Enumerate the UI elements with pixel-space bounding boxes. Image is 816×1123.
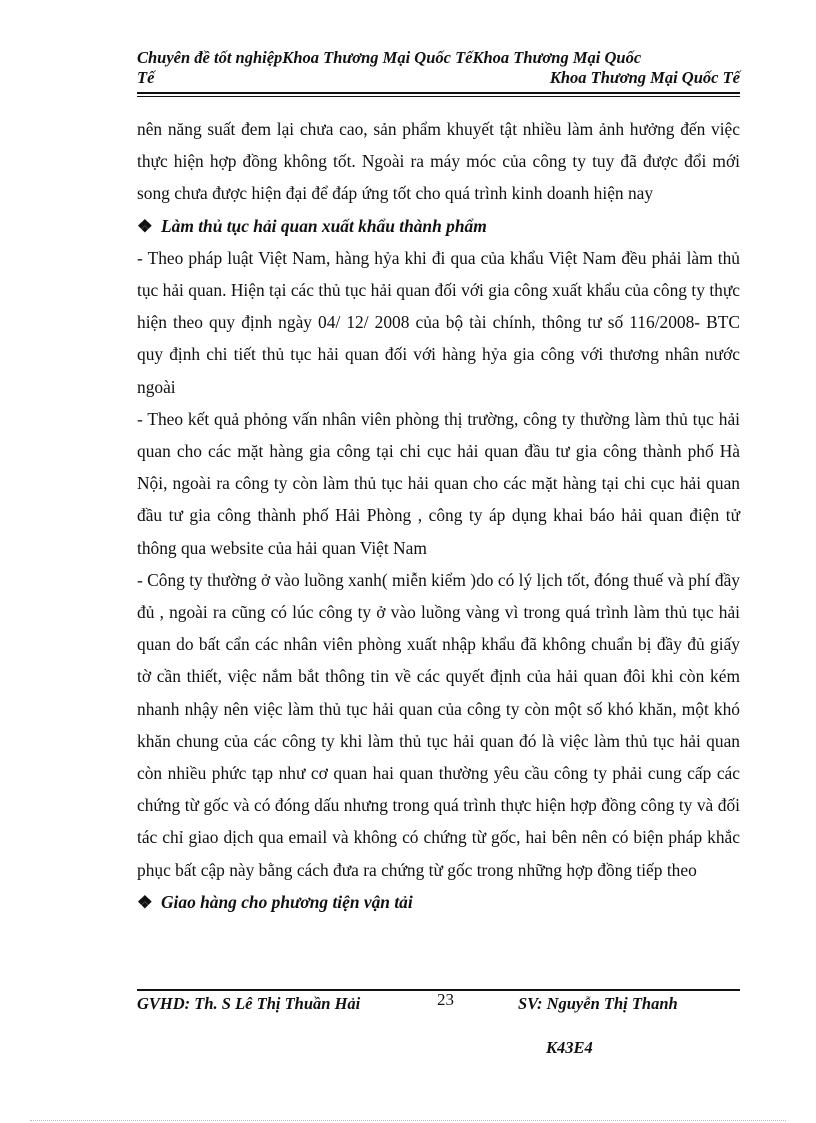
paragraph-4: - Công ty thường ở vào luồng xanh( miễn kiểm )do có lý lịch tốt, đóng thuế và phí đầy đủ , ngoài ra cũng có lúc công ty ở vào luồng vàng vì trong quá trình làm thủ tục hải quan do bất cẩn các nhân viên phòng xuất nhập khẩu đã không chuẩn bị đầy đủ giấy tờ cần thiết, việc nắm bắt thông tin về các quyết định của hải quan đôi khi còn kém nhanh nhậy nên việc làm thủ tục hải quan của công ty còn một số khó khăn, một khó khăn chung của các công ty khi làm thủ tục hải quan đó là việc làm thủ tục hải quan còn nhiều phức tạp như cơ quan hai quan thường yêu cầu công ty phải cung cấp các chứng từ gốc và có đóng dấu nhưng trong quá trình thực hiện hợp đồng công ty và đối tác chỉ giao dịch qua email và không có chứng từ gốc, hai bên nên có biện pháp khắc phục bất cập này bằng cách đưa ra chứng từ gốc trong những hợp đồng tiếp theo bbox=[137, 569, 740, 880]
page-edge-divider bbox=[30, 1120, 786, 1121]
document-body bbox=[137, 113, 740, 918]
bullet-heading-customs-text: Làm thủ tục hải quan xuất khẩu thành phẩm bbox=[161, 215, 487, 236]
page-header bbox=[137, 48, 740, 88]
footer-student: SV: Nguyễn Thị Thanh bbox=[518, 994, 678, 1013]
bullet-heading-delivery bbox=[137, 886, 740, 918]
bullet-heading-customs bbox=[137, 210, 740, 242]
header-line-2 bbox=[137, 68, 740, 88]
header-rule-thick bbox=[137, 92, 740, 94]
paragraph-1: nên năng suất đem lại chưa cao, sản phẩm khuyết tật nhiều làm ảnh hưởng đến việc thực hiện hợp đồng không tốt. Ngoài ra máy móc của công ty tuy đã được đổi mới song chưa được hiện đại để đáp ứng tốt cho quá trình kinh doanh hiện nay bbox=[137, 119, 740, 204]
header-line-2-right: Khoa Thương Mại Quốc Tế bbox=[549, 68, 740, 87]
footer-advisor: GVHD: Th. S Lê Thị Thuần Hải bbox=[137, 994, 361, 1013]
footer-class-code: K43E4 bbox=[546, 1038, 593, 1057]
page-number: 23 bbox=[437, 990, 454, 1009]
diamond-bullet-icon: ❖ bbox=[137, 215, 153, 236]
paragraph-2: - Theo pháp luật Việt Nam, hàng hỷa khi đi qua của khẩu Việt Nam đều phải làm thủ tục hải quan. Hiện tại các thủ tục hải quan đối với gia công xuất khẩu của công ty thực hiện theo quy định ngày 04/ 12/ 2008 của bộ tài chính, thông tư số 116/2008- BTC quy định chi tiết thủ tục hải quan đối với hàng hỷa gia công với thương nhân nước ngoài bbox=[137, 247, 740, 397]
header-rule-thin bbox=[137, 96, 740, 97]
header-line-1: Chuyên đề tốt nghiệpKhoa Thương Mại Quốc TếKhoa Thương Mại Quốc bbox=[137, 48, 642, 67]
bullet-heading-delivery-text: Giao hàng cho phương tiện vận tải bbox=[161, 891, 413, 912]
header-line-2-left: Tế bbox=[137, 68, 155, 87]
diamond-bullet-icon: ❖ bbox=[137, 891, 153, 912]
paragraph-3: - Theo kết quả phỏng vấn nhân viên phòng thị trường, công ty thường làm thủ tục hải quan cho các mặt hàng gia công tại chi cục hải quan đầu tư gia công thành phố Hà Nội, ngoài ra công ty còn làm thủ tục hải quan cho các mặt hàng tại chi cục hải quan đầu tư gia công thành phố Hải Phòng , công ty áp dụng khai báo hải quan điện tử thông qua website của hải quan Việt Nam bbox=[137, 408, 740, 558]
